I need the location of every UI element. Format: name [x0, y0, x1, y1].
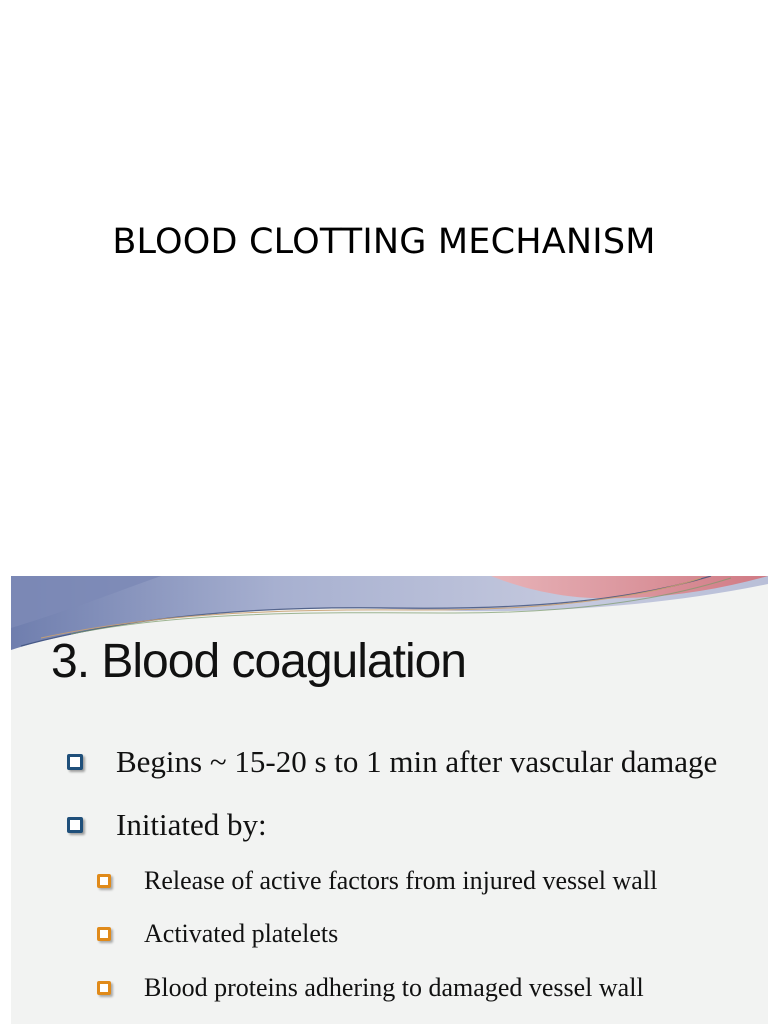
bullet-item [67, 807, 267, 843]
bullet-text: Blood proteins adhering to damaged vessel wall [144, 973, 644, 1002]
bullet-item [67, 744, 717, 780]
slide-title: BLOOD CLOTTING MECHANISM [112, 222, 656, 262]
slide-heading: 3. Blood coagulation [51, 635, 466, 688]
bullet-text: Initiated by: [116, 807, 267, 842]
blue-checkbox-icon [67, 817, 83, 833]
bullet-text: Begins ~ 15-20 s to 1 min after vascular damage [116, 744, 718, 779]
bullet-text: Activated platelets [144, 919, 339, 948]
content-slide [11, 576, 768, 1024]
orange-checkbox-icon [97, 874, 111, 888]
orange-checkbox-icon [97, 927, 111, 941]
sub-bullet-item [97, 919, 338, 949]
bullet-text: Release of active factors from injured vessel wall [144, 866, 658, 895]
blue-checkbox-icon [67, 754, 83, 770]
sub-bullet-item [97, 866, 657, 896]
orange-checkbox-icon [97, 981, 111, 995]
sub-bullet-item [97, 973, 644, 1003]
